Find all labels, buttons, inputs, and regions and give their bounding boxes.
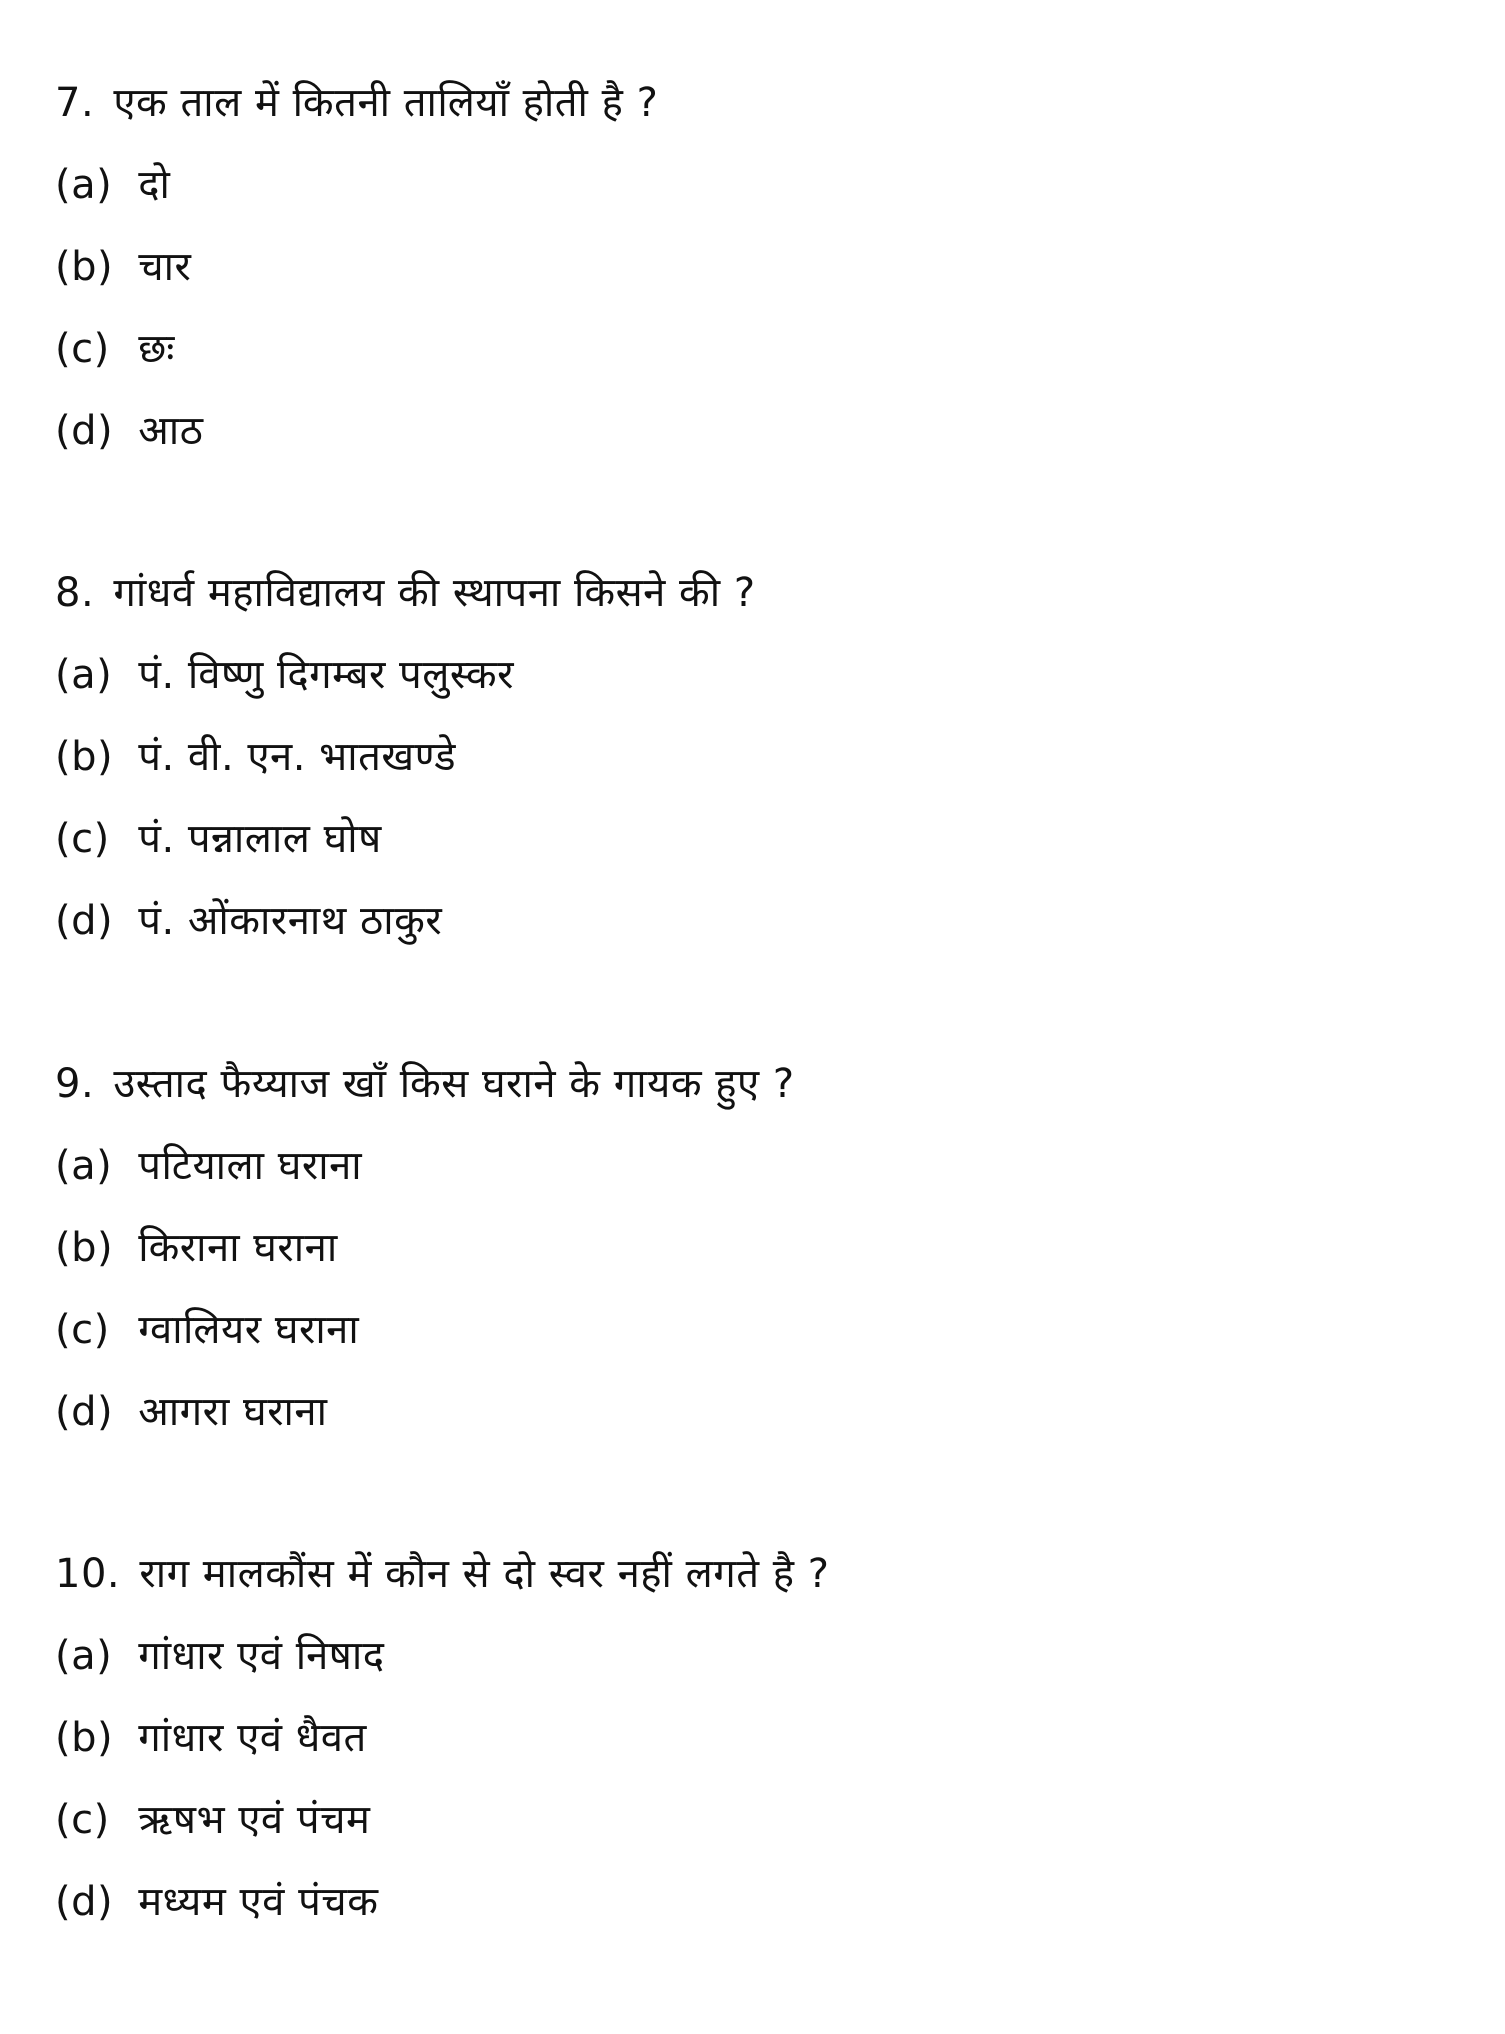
option-label: (a) <box>55 1143 113 1189</box>
option-text: दो <box>138 162 171 208</box>
question-text-line <box>55 62 1435 144</box>
option-text: गांधार एवं धैवत <box>138 1715 367 1761</box>
option-b <box>55 1697 1435 1779</box>
option-a <box>55 144 1435 226</box>
option-c <box>55 1779 1435 1861</box>
option-label: (d) <box>55 898 114 944</box>
option-text: पं. विष्णु दिगम्बर पलुस्कर <box>138 652 514 698</box>
question-text-line <box>55 552 1435 634</box>
option-text: आठ <box>138 408 204 454</box>
question-text: एक ताल में कितनी तालियाँ होती है ? <box>113 80 659 126</box>
option-label: (b) <box>55 244 114 290</box>
option-c <box>55 798 1435 880</box>
option-label: (b) <box>55 1225 114 1271</box>
option-text: ऋषभ एवं पंचम <box>138 1797 371 1843</box>
option-c <box>55 308 1435 390</box>
option-text: किराना घराना <box>138 1225 338 1271</box>
option-label: (c) <box>55 1307 110 1353</box>
option-a <box>55 634 1435 716</box>
option-text: पटियाला घराना <box>138 1143 363 1189</box>
option-label: (d) <box>55 408 114 454</box>
option-text: ग्वालियर घराना <box>138 1307 360 1353</box>
question-number: 10. <box>55 1551 121 1597</box>
option-label: (b) <box>55 1715 114 1761</box>
option-b <box>55 1207 1435 1289</box>
option-b <box>55 226 1435 308</box>
question-text: राग मालकौंस में कौन से दो स्वर नहीं लगते है ? <box>139 1551 830 1597</box>
question-10 <box>55 1533 1435 1943</box>
option-d <box>55 880 1435 962</box>
option-text: पं. वी. एन. भातखण्डे <box>138 734 457 780</box>
option-label: (a) <box>55 1633 113 1679</box>
option-text: गांधार एवं निषाद <box>138 1633 385 1679</box>
option-text: मध्यम एवं पंचक <box>138 1879 379 1925</box>
option-text: आगरा घराना <box>138 1389 328 1435</box>
option-d <box>55 390 1435 472</box>
question-8 <box>55 552 1435 962</box>
question-text-line <box>55 1533 1435 1615</box>
option-label: (c) <box>55 1797 110 1843</box>
question-7 <box>55 62 1435 472</box>
option-label: (c) <box>55 326 110 372</box>
option-label: (d) <box>55 1879 114 1925</box>
option-text: छः <box>138 326 175 372</box>
option-text: पं. पन्नालाल घोष <box>138 816 382 862</box>
option-d <box>55 1861 1435 1943</box>
option-text: पं. ओंकारनाथ ठाकुर <box>138 898 443 944</box>
option-d <box>55 1371 1435 1453</box>
option-b <box>55 716 1435 798</box>
option-label: (b) <box>55 734 114 780</box>
question-text: गांधर्व महाविद्यालय की स्थापना किसने की ? <box>113 570 756 616</box>
option-label: (c) <box>55 816 110 862</box>
option-label: (d) <box>55 1389 114 1435</box>
option-label: (a) <box>55 652 113 698</box>
question-text-line <box>55 1043 1435 1125</box>
question-number: 9. <box>55 1061 95 1107</box>
question-number: 8. <box>55 570 95 616</box>
option-text: चार <box>138 244 192 290</box>
question-9 <box>55 1043 1435 1453</box>
option-c <box>55 1289 1435 1371</box>
option-a <box>55 1615 1435 1697</box>
option-a <box>55 1125 1435 1207</box>
question-number: 7. <box>55 80 95 126</box>
option-label: (a) <box>55 162 113 208</box>
question-text: उस्ताद फैय्याज खाँ किस घराने के गायक हुए ? <box>113 1061 795 1107</box>
